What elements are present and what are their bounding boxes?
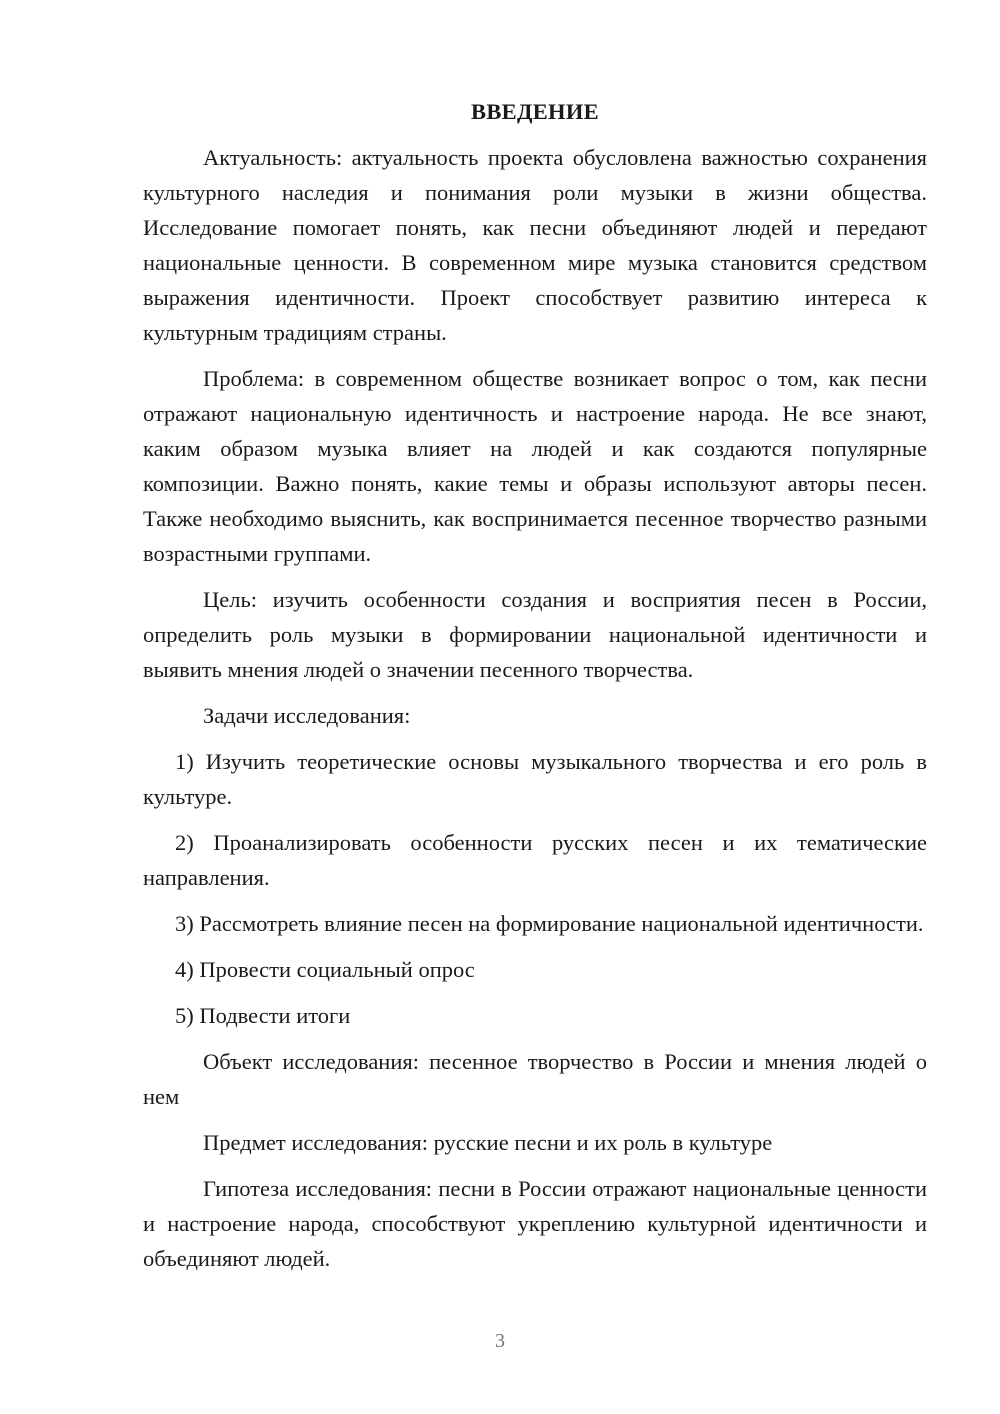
- task-item-3: 3) Рассмотреть влияние песен на формирование национальной идентичности.: [175, 911, 924, 936]
- relevance-paragraph: Актуальность: актуальность проекта обусловлена важностью сохранения культурного наследия и понимания роли музыки в жизни общества. Исследование помогает понять, как песни объединяют людей и передают национальные ценности. В современном мире музыка становится средством выражения идентичности. Проект способствует развитию интереса к культурным традициям страны.: [143, 145, 927, 345]
- subject-paragraph: Предмет исследования: русские песни и их роль в культуре: [203, 1130, 773, 1155]
- task-item-4: 4) Провести социальный опрос: [175, 957, 475, 982]
- page-content: [143, 94, 927, 1287]
- page-number: 3: [495, 1330, 505, 1352]
- task-item-2: 2) Проанализировать особенности русских песен и их тематические направления.: [143, 830, 927, 890]
- object-paragraph: Объект исследования: песенное творчество в России и мнения людей о нем: [143, 1049, 927, 1109]
- task-item-1: 1) Изучить теоретические основы музыкального творчества и его роль в культуре.: [143, 749, 927, 809]
- problem-paragraph: Проблема: в современном обществе возникает вопрос о том, как песни отражают национальную идентичность и настроение народа. Не все знают, каким образом музыка влияет на людей и как создаются популярные композиции. Важно понять, какие темы и образы используют авторы песен. Также необходимо выяснить, как воспринимается песенное творчество разными возрастными группами.: [143, 366, 927, 566]
- goal-paragraph: Цель: изучить особенности создания и восприятия песен в России, определить роль музыки в формировании национальной идентичности и выявить мнения людей о значении песенного творчества.: [143, 587, 927, 682]
- task-item-5: 5) Подвести итоги: [175, 1003, 351, 1028]
- hypothesis-paragraph: Гипотеза исследования: песни в России отражают национальные ценности и настроение народа, способствуют укреплению культурной идентичности и объединяют людей.: [143, 1176, 927, 1271]
- tasks-title: Задачи исследования:: [203, 703, 411, 728]
- section-heading: ВВЕДЕНИЕ: [471, 99, 599, 124]
